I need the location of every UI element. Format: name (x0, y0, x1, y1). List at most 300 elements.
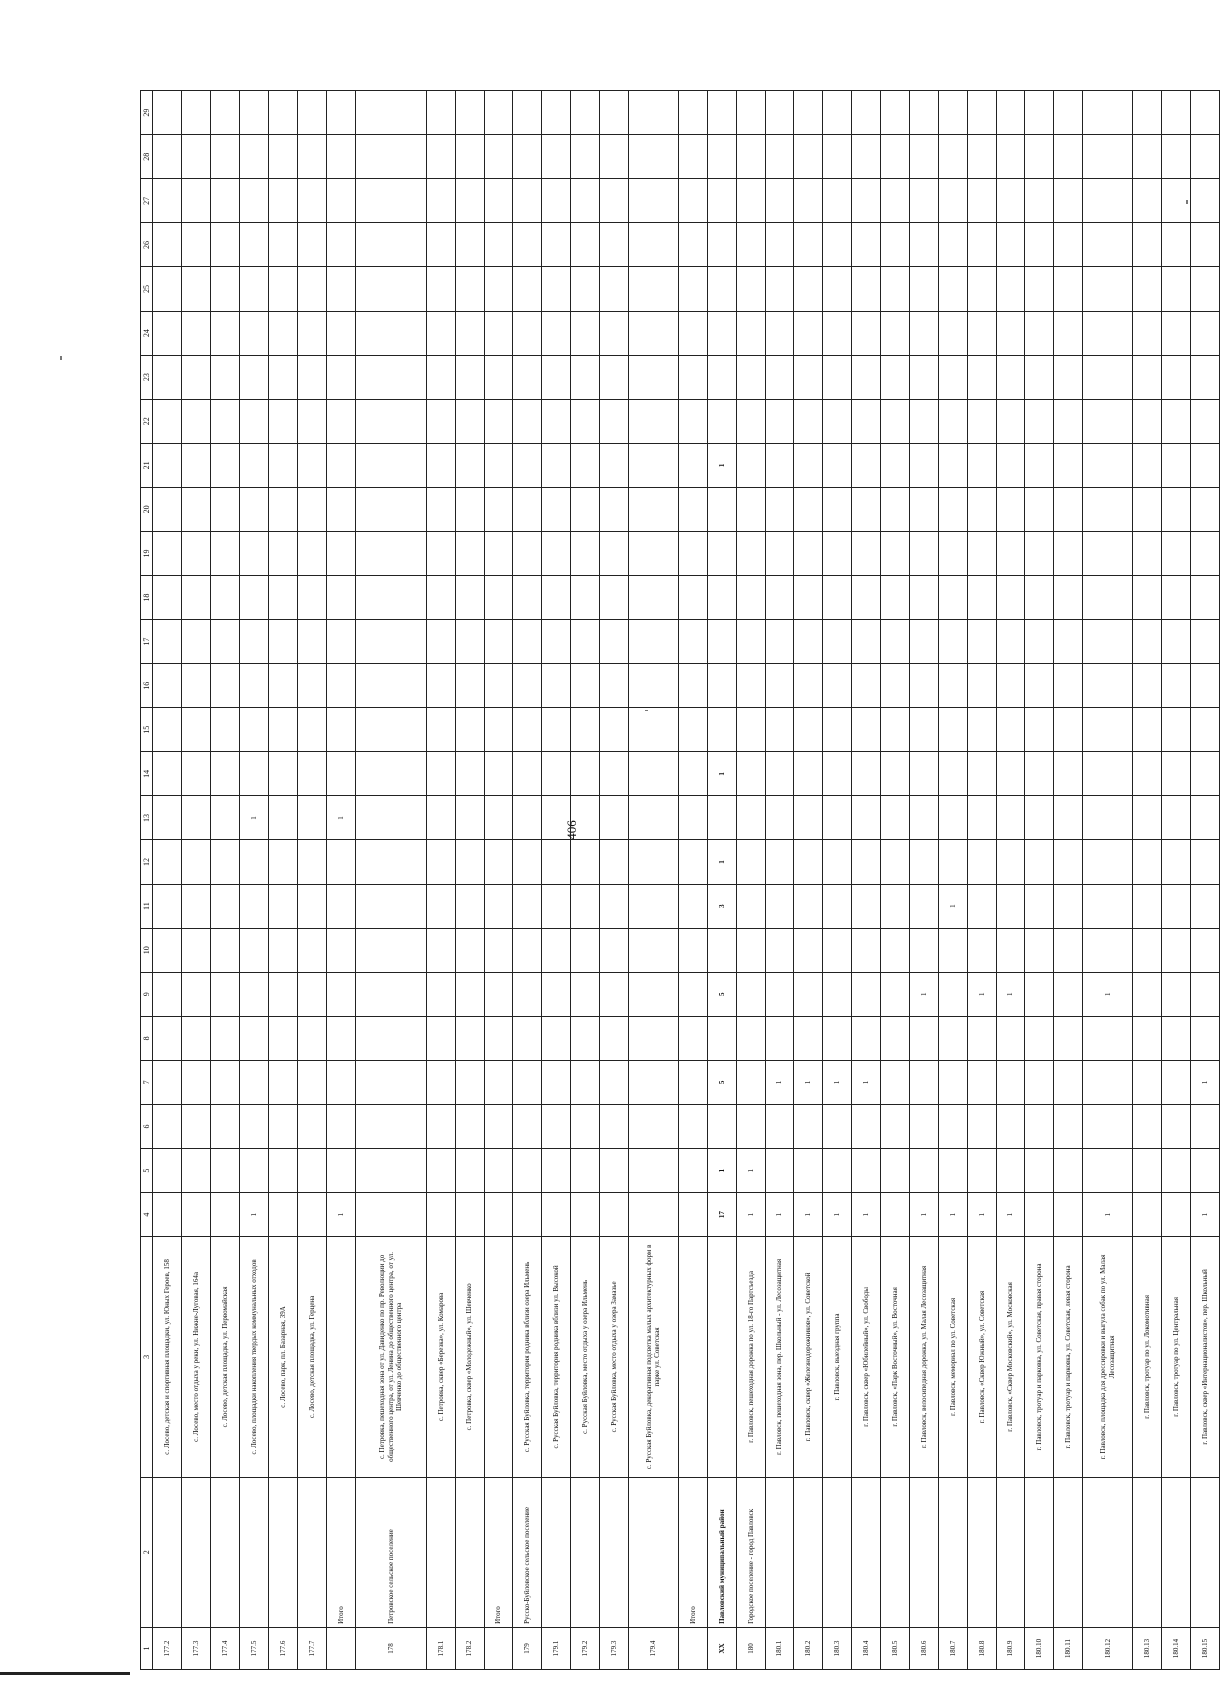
value-cell (513, 531, 542, 575)
value-cell (823, 1016, 852, 1060)
value-cell (1083, 311, 1133, 355)
value-cell (881, 840, 910, 884)
scan-speck (60, 356, 62, 360)
value-cell (1025, 399, 1054, 443)
value-cell (794, 884, 823, 928)
value-cell (852, 355, 881, 399)
value-cell (455, 311, 484, 355)
row-number: 177.4 (211, 1627, 240, 1669)
value-cell (355, 576, 426, 620)
value-cell (182, 796, 211, 840)
value-cell (240, 487, 269, 531)
value-cell (1162, 223, 1191, 267)
settlement-name (600, 1477, 629, 1627)
value-cell (455, 1060, 484, 1104)
value-cell (268, 311, 297, 355)
value-cell (211, 1193, 240, 1237)
settlement-name (823, 1477, 852, 1627)
value-cell (1083, 752, 1133, 796)
value-cell (153, 576, 182, 620)
object-description: г. Павловск, пешеходная дорожка по ул. 18-го Партсъезда (736, 1237, 765, 1477)
value-cell (513, 576, 542, 620)
value-cell (153, 267, 182, 311)
value-cell (967, 91, 996, 135)
value-cell (455, 884, 484, 928)
value-cell (600, 443, 629, 487)
value-cell (1054, 752, 1083, 796)
value-cell (211, 91, 240, 135)
value-cell (1133, 311, 1162, 355)
value-cell (297, 487, 326, 531)
value-cell (513, 972, 542, 1016)
value-cell (823, 1149, 852, 1193)
value-cell (1083, 928, 1133, 972)
settlement-name: Итого (678, 1477, 707, 1627)
value-cell (996, 1104, 1025, 1148)
value-cell (707, 1016, 736, 1060)
column-header: 5 (141, 1149, 153, 1193)
value-cell (211, 487, 240, 531)
value-cell (455, 840, 484, 884)
value-cell (355, 399, 426, 443)
value-cell (355, 531, 426, 575)
value-cell (736, 1104, 765, 1148)
value-cell (938, 1060, 967, 1104)
value-cell (1162, 972, 1191, 1016)
value-cell (996, 223, 1025, 267)
value-cell (355, 884, 426, 928)
value-cell (211, 135, 240, 179)
value-cell (707, 135, 736, 179)
object-description: с. Русская Буйловка, территория родника вблизи озера Ильмень (513, 1237, 542, 1477)
value-cell (484, 620, 513, 664)
value-cell (1191, 443, 1220, 487)
value-cell (211, 752, 240, 796)
value-cell (426, 399, 455, 443)
value-cell (297, 443, 326, 487)
value-cell (542, 972, 571, 1016)
value-cell (1191, 355, 1220, 399)
value-cell (182, 1149, 211, 1193)
value-cell (542, 267, 571, 311)
value-cell (1133, 223, 1162, 267)
value-cell (211, 1104, 240, 1148)
table-row (938, 91, 967, 1670)
value-cell (765, 399, 794, 443)
settlement-name (571, 1477, 600, 1627)
value-cell (1162, 1149, 1191, 1193)
value-cell (484, 752, 513, 796)
value-cell (1133, 443, 1162, 487)
row-number: 180.4 (852, 1627, 881, 1669)
value-cell (182, 267, 211, 311)
value-cell (455, 928, 484, 972)
page-number: 406 (564, 820, 579, 840)
value-cell (678, 1104, 707, 1148)
value-cell (426, 1016, 455, 1060)
value-cell (268, 91, 297, 135)
value-cell (153, 355, 182, 399)
value-cell (153, 708, 182, 752)
value-cell (600, 135, 629, 179)
value-cell (1025, 267, 1054, 311)
value-cell (1054, 884, 1083, 928)
value-cell (571, 928, 600, 972)
value-cell (153, 840, 182, 884)
value-cell (1191, 487, 1220, 531)
value-cell (542, 752, 571, 796)
object-description: с. Лосево, площадки накопления твердых коммунальных отходов (240, 1237, 269, 1477)
value-cell (881, 796, 910, 840)
value-cell (1133, 576, 1162, 620)
value-cell (628, 355, 678, 399)
value-cell (153, 620, 182, 664)
value-cell (938, 576, 967, 620)
value-cell (211, 267, 240, 311)
value-cell (211, 620, 240, 664)
value-cell (628, 664, 678, 708)
value-cell (1191, 1016, 1220, 1060)
value-cell (153, 531, 182, 575)
value-cell (628, 1149, 678, 1193)
row-number: 180.9 (996, 1627, 1025, 1669)
value-cell (542, 531, 571, 575)
value-cell (153, 1060, 182, 1104)
value-cell (765, 620, 794, 664)
column-header: 14 (141, 752, 153, 796)
row-number: 180.12 (1083, 1627, 1133, 1669)
column-header: 10 (141, 928, 153, 972)
value-cell (326, 135, 355, 179)
district-row (707, 91, 736, 1670)
value-cell (678, 1016, 707, 1060)
value-cell (909, 399, 938, 443)
value-cell (240, 972, 269, 1016)
value-cell (153, 1104, 182, 1148)
value-cell (1162, 267, 1191, 311)
value-cell (938, 135, 967, 179)
value-cell (455, 1149, 484, 1193)
value-cell (1162, 91, 1191, 135)
value-cell (182, 928, 211, 972)
value-cell (182, 1060, 211, 1104)
object-description: г. Павловск, тротуар и парковка, ул. Советская, правая сторона (1025, 1237, 1054, 1477)
value-cell (765, 972, 794, 1016)
value-cell (297, 223, 326, 267)
value-cell (996, 311, 1025, 355)
value-cell (455, 576, 484, 620)
value-cell (881, 1149, 910, 1193)
value-cell (1054, 1016, 1083, 1060)
value-cell (996, 840, 1025, 884)
settlement-name (1133, 1477, 1162, 1627)
value-cell (938, 796, 967, 840)
value-cell (426, 355, 455, 399)
value-cell (426, 531, 455, 575)
object-description: г. Павловск, тротуар по ул. Центральная (1162, 1237, 1191, 1477)
value-cell (823, 884, 852, 928)
value-cell (909, 664, 938, 708)
object-description: г. Павловск, мемориал по ул. Советская (938, 1237, 967, 1477)
settlement-name (1191, 1477, 1220, 1627)
value-cell (1054, 708, 1083, 752)
value-cell (765, 752, 794, 796)
value-cell (600, 972, 629, 1016)
value-cell (678, 443, 707, 487)
value-cell (823, 664, 852, 708)
value-cell (455, 752, 484, 796)
value-cell: 1 (909, 972, 938, 1016)
value-cell (628, 1104, 678, 1148)
value-cell (484, 267, 513, 311)
value-cell (823, 796, 852, 840)
value-cell (326, 91, 355, 135)
value-cell (484, 91, 513, 135)
value-cell (426, 443, 455, 487)
value-cell (967, 1104, 996, 1148)
value-cell (678, 487, 707, 531)
value-cell (211, 399, 240, 443)
value-cell (571, 311, 600, 355)
value-cell (794, 399, 823, 443)
value-cell (326, 620, 355, 664)
value-cell (455, 399, 484, 443)
value-cell (996, 664, 1025, 708)
value-cell (1191, 796, 1220, 840)
value-cell (996, 355, 1025, 399)
value-cell (852, 487, 881, 531)
value-cell (909, 928, 938, 972)
table-row (823, 91, 852, 1670)
value-cell (268, 664, 297, 708)
column-header: 2 (141, 1477, 153, 1627)
value-cell (484, 179, 513, 223)
value-cell (1054, 135, 1083, 179)
value-cell (240, 1149, 269, 1193)
value-cell (909, 223, 938, 267)
value-cell (355, 135, 426, 179)
value-cell (852, 972, 881, 1016)
value-cell (794, 487, 823, 531)
value-cell (967, 311, 996, 355)
value-cell (628, 972, 678, 1016)
value-cell (326, 267, 355, 311)
value-cell (1162, 1016, 1191, 1060)
row-number: 179 (513, 1627, 542, 1669)
value-cell (1083, 1149, 1133, 1193)
value-cell (678, 355, 707, 399)
value-cell (211, 708, 240, 752)
value-cell (211, 1016, 240, 1060)
value-cell (736, 620, 765, 664)
value-cell (426, 311, 455, 355)
value-cell (909, 355, 938, 399)
column-header: 23 (141, 355, 153, 399)
value-cell (794, 267, 823, 311)
value-cell (1083, 487, 1133, 531)
value-cell (823, 179, 852, 223)
value-cell (794, 1104, 823, 1148)
value-cell (297, 355, 326, 399)
value-cell (794, 664, 823, 708)
value-cell (881, 91, 910, 135)
value-cell (455, 487, 484, 531)
value-cell: 1 (707, 443, 736, 487)
value-cell (455, 91, 484, 135)
value-cell (211, 179, 240, 223)
object-description: г. Павловск, пешеходная зона, пер. Школьный - ул. Лесозащитная (765, 1237, 794, 1477)
value-cell (484, 135, 513, 179)
value-cell (455, 223, 484, 267)
value-cell (1162, 840, 1191, 884)
value-cell (240, 708, 269, 752)
value-cell (678, 531, 707, 575)
settlement-name: Итого (484, 1477, 513, 1627)
value-cell (736, 884, 765, 928)
value-cell (736, 1060, 765, 1104)
value-cell (909, 487, 938, 531)
value-cell (881, 664, 910, 708)
value-cell (513, 91, 542, 135)
column-header: 12 (141, 840, 153, 884)
value-cell (297, 1016, 326, 1060)
value-cell (571, 223, 600, 267)
value-cell (211, 972, 240, 1016)
value-cell (455, 1104, 484, 1148)
value-cell (513, 928, 542, 972)
value-cell (794, 576, 823, 620)
value-cell (484, 1104, 513, 1148)
value-cell: 5 (707, 1060, 736, 1104)
value-cell: 1 (240, 796, 269, 840)
value-cell (938, 311, 967, 355)
value-cell (736, 664, 765, 708)
value-cell (823, 91, 852, 135)
value-cell: 1 (765, 1193, 794, 1237)
row-number: 180.5 (881, 1627, 910, 1669)
value-cell (484, 840, 513, 884)
value-cell (628, 1060, 678, 1104)
value-cell (1133, 884, 1162, 928)
value-cell (1133, 135, 1162, 179)
value-cell (297, 796, 326, 840)
value-cell (909, 311, 938, 355)
value-cell (996, 708, 1025, 752)
value-cell (542, 1149, 571, 1193)
value-cell (996, 752, 1025, 796)
value-cell (182, 1193, 211, 1237)
table-row (297, 91, 326, 1670)
value-cell (455, 664, 484, 708)
value-cell (240, 1060, 269, 1104)
value-cell (967, 708, 996, 752)
value-cell (628, 796, 678, 840)
value-cell (736, 531, 765, 575)
value-cell (484, 928, 513, 972)
column-header: 13 (141, 796, 153, 840)
value-cell (794, 620, 823, 664)
settlement-name (967, 1477, 996, 1627)
value-cell (996, 487, 1025, 531)
value-cell (182, 884, 211, 928)
value-cell (1054, 91, 1083, 135)
value-cell (794, 223, 823, 267)
value-cell (571, 708, 600, 752)
value-cell (542, 179, 571, 223)
value-cell (1025, 928, 1054, 972)
value-cell (297, 399, 326, 443)
column-header: 16 (141, 664, 153, 708)
object-description: с. Русская Буйловка, декоративная подсветка малых архитектурных форм в парке ул. Советская (628, 1237, 678, 1477)
value-cell (1025, 443, 1054, 487)
value-cell (996, 267, 1025, 311)
table-row (1191, 91, 1220, 1670)
bottom-rule (0, 1672, 130, 1675)
value-cell (1083, 443, 1133, 487)
value-cell (765, 840, 794, 884)
value-cell (678, 223, 707, 267)
row-number: 178.1 (426, 1627, 455, 1669)
value-cell (153, 179, 182, 223)
value-cell (628, 1193, 678, 1237)
value-cell (881, 972, 910, 1016)
value-cell (909, 708, 938, 752)
value-cell (938, 840, 967, 884)
value-cell (326, 928, 355, 972)
value-cell (823, 531, 852, 575)
value-cell (909, 884, 938, 928)
column-header: 21 (141, 443, 153, 487)
value-cell (355, 179, 426, 223)
value-cell (967, 223, 996, 267)
value-cell (736, 487, 765, 531)
value-cell (513, 1193, 542, 1237)
row-number: 180.3 (823, 1627, 852, 1669)
value-cell (1083, 576, 1133, 620)
value-cell: 1 (996, 972, 1025, 1016)
column-header: 18 (141, 576, 153, 620)
value-cell (852, 708, 881, 752)
value-cell (678, 311, 707, 355)
value-cell (600, 620, 629, 664)
value-cell (881, 1193, 910, 1237)
row-number: 177.5 (240, 1627, 269, 1669)
value-cell (678, 664, 707, 708)
object-description: с. Петровка, пешеходная зона от ул. Давиденко по пр. Революции до общественного центра, от ул. Ленина до общественного центра, от ул. Шевченко до общественного центра (355, 1237, 426, 1477)
row-number: 180.11 (1054, 1627, 1083, 1669)
value-cell (1083, 355, 1133, 399)
value-cell (571, 443, 600, 487)
value-cell (297, 1149, 326, 1193)
value-cell (1054, 1149, 1083, 1193)
value-cell (326, 311, 355, 355)
value-cell (600, 840, 629, 884)
value-cell (678, 267, 707, 311)
value-cell (355, 1149, 426, 1193)
value-cell (542, 884, 571, 928)
settlement-name (765, 1477, 794, 1627)
value-cell (355, 267, 426, 311)
value-cell (678, 91, 707, 135)
value-cell (938, 1149, 967, 1193)
value-cell (1054, 620, 1083, 664)
value-cell (628, 620, 678, 664)
value-cell (1162, 135, 1191, 179)
value-cell (707, 223, 736, 267)
value-cell (967, 576, 996, 620)
value-cell (1054, 664, 1083, 708)
value-cell (455, 1016, 484, 1060)
